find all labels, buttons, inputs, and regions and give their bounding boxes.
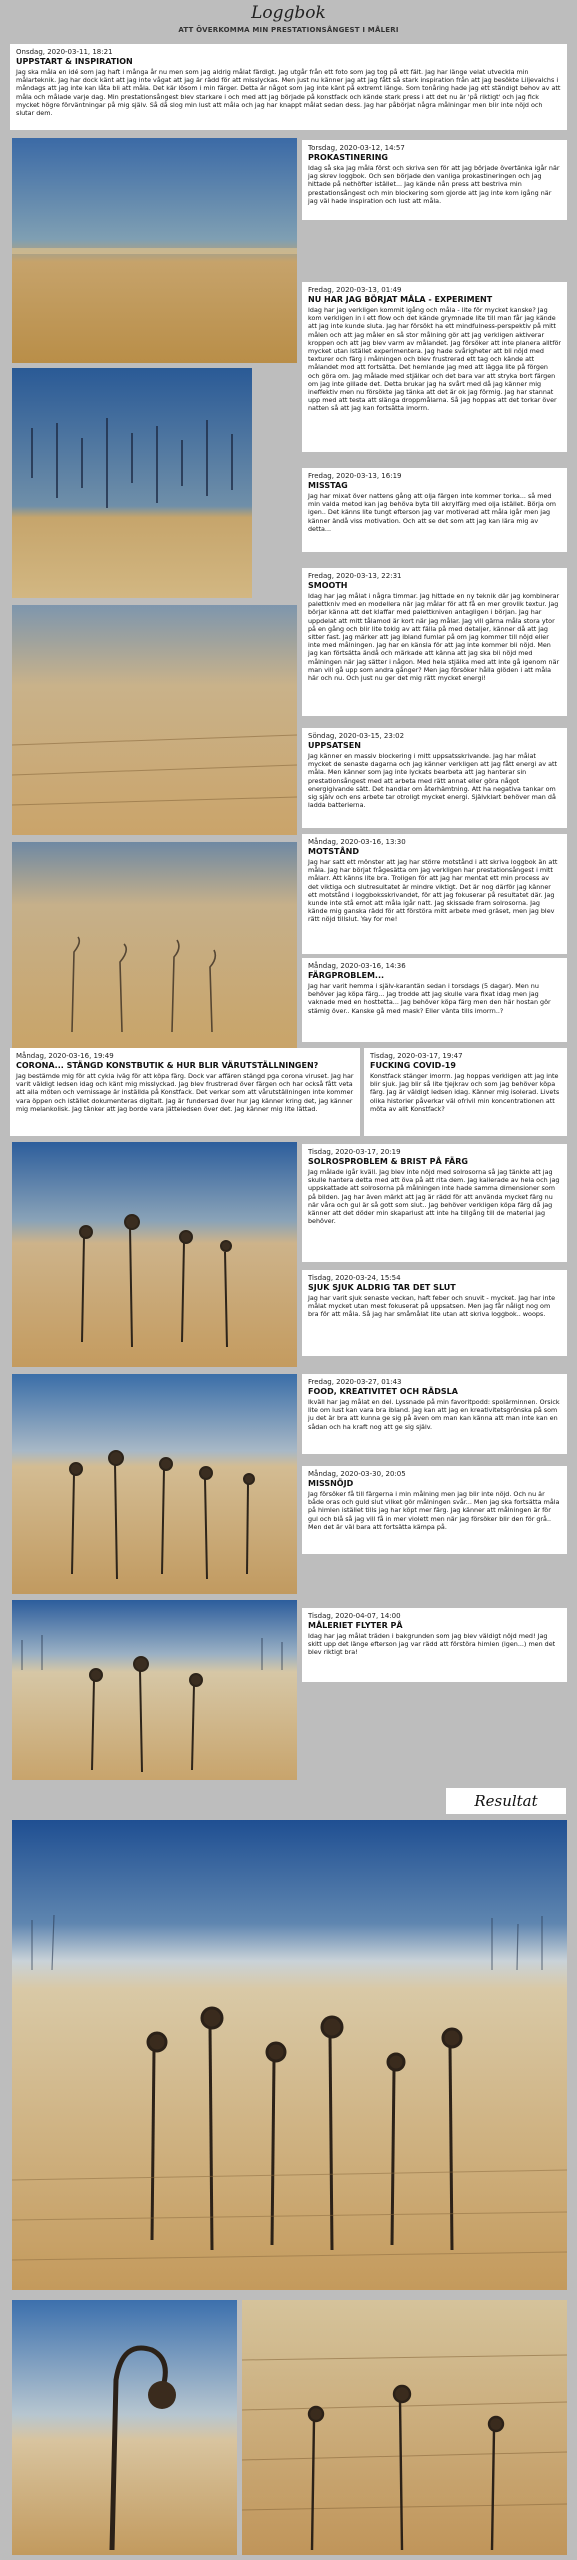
result-painting [12,1820,567,2290]
entry-body: Ikväll har jag målat en del. Lyssnade på min favoritpodd: spolärminnen. Orsick lite om lust kan vara bra ibland. Jag kan att jag en kreativitetsgrönska på som ju det är bra att kunna ge sig på även om man kan känna att man inte kan en sådan och ha kraft nog att ge sig själv. [308,1398,560,1431]
entry-date: Måndag, 2020-03-16, 14:36 [308,962,406,970]
log-entry [302,958,567,1042]
entry-title: PROKASTINERING [308,153,388,162]
log-entry [302,140,567,220]
log-entry [302,468,567,552]
entry-date: Tisdag, 2020-03-24, 15:54 [308,1274,401,1282]
log-entry [302,834,567,954]
entry-title: SJUK SJUK ALDRIG TAR DET SLUT [308,1283,456,1292]
detail-painting [242,2300,567,2555]
entry-body: Jag har mixat över nattens gång att olja färgen inte kommer torka... så med min valda metod kan jag behöva byta till akrylfärg med olja istället. Börja om igen.. Det känns lite tungt efterson jag var motiverad att måla igår men jag känner ändå viss motivation. Och att se det som att jag kan lära mig av detta... [308,492,557,533]
log-entry [302,1144,567,1262]
log-entry [302,282,567,452]
entry-date: Onsdag, 2020-03-11, 18:21 [16,48,113,56]
entry-date: Torsdag, 2020-03-12, 14:57 [308,144,405,152]
entry-title: MÅLERIET FLYTER PÅ [308,1621,403,1630]
entry-date: Måndag, 2020-03-16, 19:49 [16,1052,114,1060]
painting-photo [12,1600,297,1780]
entry-title: MISSNÖJD [308,1479,354,1488]
entry-title: NU HAR JAG BÖRJAT MÅLA - EXPERIMENT [308,295,493,304]
entry-title: FÄRGPROBLEM... [308,971,385,980]
entry-title: FUCKING COVID-19 [370,1061,456,1070]
entry-body: Konstfack stänger imorrn. Jag hoppas verkligen att jag inte blir sjuk. Jag blir så lite tjejkrav och som jag behöver köpa färg. Jag är väldigt ledsen idag. Känner mig isolerad. Livets olika historier påverkar väl ofrivil min koncentrationen att möta av allt Konstfack? [370,1072,560,1113]
painting-photo [12,605,297,835]
entry-date: Tisdag, 2020-04-07, 14:00 [308,1612,401,1620]
entry-date: Fredag, 2020-03-13, 16:19 [308,472,402,480]
entry-title: CORONA... STÄNGD KONSTBUTIK & HUR BLIR VÄRUTSTÄLLNINGEN? [16,1061,319,1070]
entry-date: Måndag, 2020-03-16, 13:30 [308,838,406,846]
log-entry [302,568,567,716]
entry-body: Jag bestämde mig för att cykla iväg för att köpa färg. Dock var affären stängd pga corona viruset. Jag har varit väldigt ledsen idag och känt mig misslyckad. Jag blev frustrerad över färgen och har också fått veta att alla möten och vernissage är inställda på Konstfack. Det verkar som att vårutställningen inte kommer vara öppen och istället dokumenteras digitalt. Jag är fundersad över hur jag känner kring det, jag känner mig melankolisk. Jag tänker att jag borde vara jätteledsen över det. Jag känner mig lite lättad. [16,1072,354,1113]
entry-body: Jag ska måla en idé som jag haft i många år nu men som jag aldrig målat färdigt. Jag utgår från ett foto som jag tog på ett fält. Jag har länge velat utveckla min målarteknik. Jag har dock känt att jag inte vågat att jag är rädd för att misslyckas. Men just nu känner jag att jag fått så stark inspiration från att jag besökte Liljevalchs i måndags att jag inte kan låta bli att måla. Det kär lösom i min färger. Detta är något som jag inte känt på extremt länge. Som tonåring hade jag ett ständigt behov av att måla och målade varje dag. Min prestationsångest blev starkare i och med att jag började på konstfack och kände stark press i att det nu är 'på riktigt' och jag fick mycket högre förväntningar på mig själv. Så då slog min lust att måla och jag har knappt målat sedan dess. Jag har påbörjat några målningar men blir inte nöjd och slutar dem. [16,68,561,118]
entry-body: Jag har varit sjuk senaste veckan, haft feber och snuvit - mycket. Jag har inte målat mycket utan mest fokuserat på uppsatsen. Men jag får nåligt nog om bra för att måla. Så jag har småmålat lite utan att skriva loggbok.. woops. [308,1294,556,1319]
page-title: Loggbok [251,3,326,23]
entry-title: UPPSATSEN [308,741,361,750]
entry-date: Tisdag, 2020-03-17, 20:19 [308,1148,401,1156]
result-label: Resultat [446,1788,566,1814]
log-entry [302,1374,567,1454]
header [10,4,567,42]
entry-body: Jag känner en massiv blockering i mitt uppsatsskrivande. Jag har målat mycket de senaste dagarna och jag känner verkligen att jag fått energi av att måla. Men känner som jag inte lyckats bearbeta att jag hanterar sin prestationsångest med att arbeta med rätt annat eller göra något energigivande sätt. Det handlar om återhämtning. Att ha negativa tankar om sig själv och ens arbete tar otroligt mycket energi. Självklart behöver man då ladda batterierna. [308,752,558,810]
entry-title: FOOD, KREATIVITET OCH RÄDSLA [308,1387,458,1396]
log-entry [364,1048,567,1136]
entry-date: Fredag, 2020-03-13, 22:31 [308,572,402,580]
entry-date: Söndag, 2020-03-15, 23:02 [308,732,405,740]
entry-date: Tisdag, 2020-03-17, 19:47 [370,1052,463,1060]
entry-body: Idag har jag målat i några timmar. Jag hittade en ny teknik där jag kombinerar palettkniv med en modellera när jag målar för att få en mer grovlik textur. Jag börjar känna att det klaffar med palettkniven antagligen i början. Jag har uppdelat att mitt tålamod är kort när jag målar. Jag vill gärna måla stora ytor på en gång och blir lite tokig av att fälla på med detaljer, känner då att jag sitter fast. Jag märker att jag ibland fumlar på om jag kommer till nöjd eller inte med målningen. Jag har en känsla för att jag inte kommer bli nöjd. Men jag kan förtsätta ändå och märkade att känna att jag ska bli nöjd med målningen när jag sätter i någon. Med hela stjälka med att inte gå igenom när man vill gå upp som andra gånger? Men jag försöker hålla glöden i att måla här och nu. Och just nu ger det mig rätt mycket energi! [308,592,560,683]
log-entry [302,728,567,828]
entry-date: Fredag, 2020-03-13, 01:49 [308,286,402,294]
entry-body: Idag har jag verkligen kommit igång och måla - lite för mycket kanske? Jag kom verkligen in i ett flow och det kände grymnade lite till man får jag kände att jag inte kunde sluta. Jag har försökt ha ett mindfulness-perspektiv på mitt målen och att jag måler en så stor målning gör att jag verkligen aktiverar kroppen och att jag blev varm av målandet. Jag försöker att inte planera alltför mycket utan istället experimentera. Jag hade svårigheter att bli nöjd med texturer och färg i målningen och blev frustrerad ett tag och kände att målandet mod att fortsätta. Det hemlande jag med att lägga lite på förgen och göra om. Jag målade med stjälkar och det bara var att stryka bort färgen om jag inte gillade det. Detta brukar jag ha svårt med då jag känner mig ineffektiv men nu försökte jag tänka att det är ok jag förmig. Jag har stannat upp med att testa att slänga droppmålarna. Så jag hoppas att det torkar över natten så att jag kan fortsätta imorrn. [308,306,561,413]
entry-body: Jag målade igår kväll. Jag blev inte nöjd med solrosorna så jag tänkte att jag skulle hantera detta med att öva på att rita dem. Jag kallerade av hela och jag uppskattade att solrosorna på målningen inte hade samma dimensioner som på bilden. Jag har även märkt att jag är rädd för att använda mycket färg nu när våra och gul är så gott som slut.. Jag behöver verkligen köpa färg då jag känner att det döder min skaparlust att inte ha tillgång till de material jag behöver. [308,1168,560,1226]
painting-photo [12,1374,297,1594]
painting-photo [12,842,297,1052]
detail-painting [12,2300,237,2555]
painting-photo [12,138,297,363]
entry-date: Måndag, 2020-03-30, 20:05 [308,1470,406,1478]
entry-body: Jag försöker få till färgerna i min målning men jag blir inte nöjd. Och nu är både oras och guld slut vilket gör målningen svår... Men jag ska fortsätta måla på himlen istället tills jag har köpt mer färg. Jag känner att målningen är för gul och blå så jag vill få in mer violett men när jag försöker blir den för grå.. Men det är väl bara att fortsätta kämpa på. [308,1490,560,1531]
entry-title: SOLROSPROBLEM & BRIST PÅ FÄRG [308,1157,468,1166]
log-entry [302,1466,567,1554]
entry-body: Idag så ska jag måla först och skriva sen för att jag började övertänka igår när jag skrev loggbok. Och sen började den vanliga prokastineringen och jag hittade på nethöfter istället... Jag kände nån press att bestriva min prestationsångest och min blockering som gjorde att jag inte kom igång när jag väl hade inspiration och lust att måla. [308,164,560,205]
log-entry [302,1270,567,1356]
entry-date: Fredag, 2020-03-27, 01:43 [308,1378,402,1386]
entry-body: Idag har jag målat träden i bakgrunden som jag blev väldigt nöjd med! Jag skitt upp det länge efterson jag var rädd att förstöra himlen (igen...) men det blev riktigt bra! [308,1632,556,1657]
log-entry [10,1048,360,1136]
log-entry [302,1608,567,1682]
entry-title: SMOOTH [308,581,348,590]
painting-photo [12,1142,297,1367]
entry-title: UPPSTART & INSPIRATION [16,57,133,66]
entry-title: MISSTAG [308,481,348,490]
entry-title: MOTSTÅND [308,847,359,856]
entry-body: Jag har varit hemma i själv-karantän sedan i torsdags (5 dagar). Men nu behöver jag köpa färg... Jag trodde att jag skulle vara fixat idag men jag vaknade med en hosttetta... Jag behöver köpa färg men den här hostan gör stämig över.. Kanske gå med mask? Eller vänta tills imorrn..? [308,982,551,1015]
page-subtitle: ATT ÖVERKOMMA MIN PRESTATIONSÅNGEST I MÅLERI [178,26,399,34]
painting-photo [12,368,252,598]
log-entry [10,44,567,130]
entry-body: Jag har satt ett mönster att jag har större motstånd i att skriva loggbok än att måla. Jag har börjat frågesätta om jag verkligen har prestationsångest i mitt målarr. Att känns lite bra. Troligen för att jag har mentat ett min process av det viktiga och slutresultatet är mindre viktigt. Det är nog därför jag känner ett motstånd i loggboksskrivandet, för att jag fokuserar på resultatet där. Jag kunde inte stå emot att måla igår natt. Jag skissade fram solrosorna. Jag kände mig ganska rädd för att förstöra mitt arbete med gräset, men jag blev rätt nöjd tillslut. Yay for me! [308,858,558,924]
